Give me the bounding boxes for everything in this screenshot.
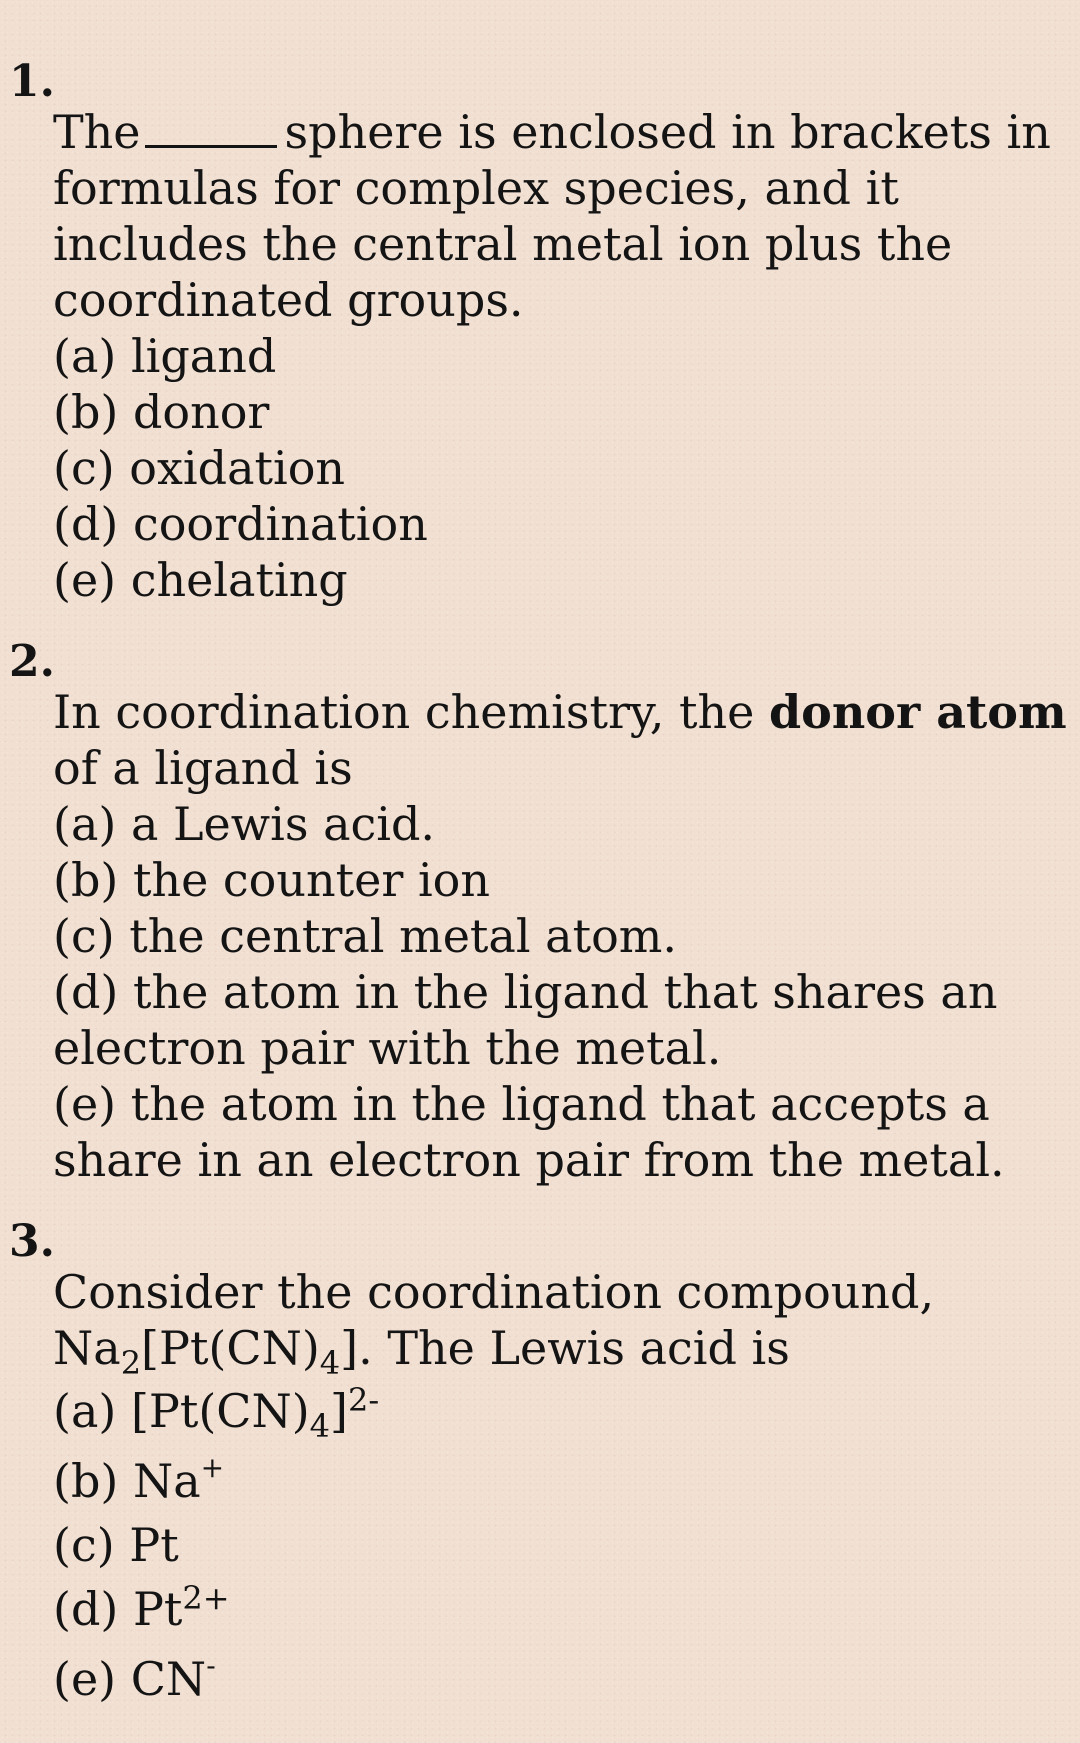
stem-text: ]. The Lewis acid is (340, 1321, 790, 1375)
option-c[interactable]: (c) Pt (53, 1518, 179, 1572)
option-d[interactable]: (d) coordination (53, 497, 428, 551)
question-body (53, 684, 1068, 1188)
option-text: (e) CN (53, 1652, 207, 1706)
option-e[interactable]: (e) the atom in the ligand that accepts a (53, 1077, 990, 1131)
stem-bold-term: donor atom (769, 685, 1067, 739)
option-b[interactable]: (b) the counter ion (53, 853, 490, 907)
question-stem-line: of a ligand is (53, 741, 353, 795)
option-a[interactable]: (a) a Lewis acid. (53, 797, 436, 851)
question-body (53, 104, 1068, 608)
option-b[interactable]: (b) donor (53, 385, 270, 439)
question-stem-line (53, 104, 1068, 160)
question-body (53, 1264, 1068, 1714)
option-e[interactable]: (e) chelating (53, 553, 348, 607)
option-text: (a) [Pt(CN) (53, 1384, 310, 1438)
question-stem-line: formulas for complex species, and it (53, 161, 899, 215)
option-text: (b) Na (53, 1454, 201, 1508)
option-d[interactable] (53, 1574, 1068, 1644)
formula-part: [Pt(CN) (141, 1321, 320, 1375)
charge-superscript: - (206, 1649, 216, 1682)
charge-superscript: 2+ (182, 1579, 230, 1617)
option-text: ] (330, 1384, 348, 1438)
question-stem-line: coordinated groups. (53, 273, 524, 327)
option-d-continued[interactable]: electron pair with the metal. (53, 1021, 722, 1075)
question-number: 2. (9, 636, 55, 687)
question-stem-line: includes the central metal ion plus the (53, 217, 953, 271)
charge-superscript: + (200, 1451, 225, 1484)
question-stem-line: Consider the coordination compound, (53, 1265, 935, 1319)
option-a[interactable]: (a) ligand (53, 329, 277, 383)
formula-subscript: 4 (309, 1407, 331, 1445)
formula-subscript: 2 (120, 1344, 142, 1382)
option-c[interactable]: (c) oxidation (53, 441, 346, 495)
question-stem-line (53, 1320, 1068, 1382)
question-number: 1. (9, 56, 55, 107)
option-c[interactable]: (c) the central metal atom. (53, 909, 678, 963)
question-stem-line (53, 684, 1068, 740)
option-e[interactable] (53, 1644, 1068, 1714)
stem-text: The (53, 105, 141, 159)
formula-subscript: 4 (319, 1344, 341, 1382)
option-text: (d) Pt (53, 1582, 183, 1636)
charge-superscript: 2- (347, 1381, 380, 1419)
option-d[interactable]: (d) the atom in the ligand that shares an (53, 965, 998, 1019)
option-e-continued[interactable]: share in an electron pair from the metal. (53, 1133, 1005, 1187)
stem-text: sphere is enclosed in brackets in (284, 105, 1051, 159)
formula-part: Na (53, 1321, 121, 1375)
option-a[interactable] (53, 1376, 1068, 1446)
fill-in-blank (145, 115, 277, 148)
option-b[interactable] (53, 1446, 1068, 1516)
stem-text: In coordination chemistry, the (53, 685, 755, 739)
question-number: 3. (9, 1216, 55, 1267)
